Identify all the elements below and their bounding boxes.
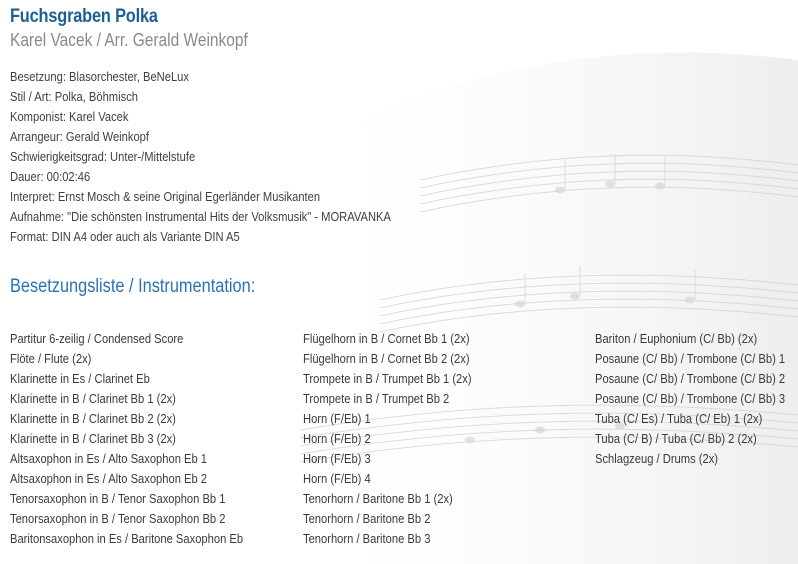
instrument-item: Klarinette in Es / Clarinet Eb bbox=[10, 371, 150, 386]
instrument-item: Posaune (C/ Bb) / Trombone (C/ Bb) 1 bbox=[595, 351, 786, 366]
instrument-item: Klarinette in B / Clarinet Bb 3 (2x) bbox=[10, 431, 176, 446]
detail-style: Stil / Art: Polka, Böhmisch bbox=[10, 89, 139, 104]
instrumentation-heading: Besetzungsliste / Instrumentation: bbox=[10, 276, 256, 297]
detail-format: Format: DIN A4 oder auch als Variante DIN A5 bbox=[10, 229, 240, 244]
instrument-item: Klarinette in B / Clarinet Bb 1 (2x) bbox=[10, 391, 176, 406]
instrument-item: Tuba (C/ B) / Tuba (C/ Bb) 2 (2x) bbox=[595, 431, 757, 446]
instrumentation-column-2 bbox=[303, 329, 499, 549]
instrument-item: Flügelhorn in B / Cornet Bb 2 (2x) bbox=[303, 351, 470, 366]
instrument-item: Posaune (C/ Bb) / Trombone (C/ Bb) 3 bbox=[595, 391, 786, 406]
instrument-item: Horn (F/Eb) 1 bbox=[303, 411, 371, 426]
details-list bbox=[10, 67, 453, 247]
instrument-item: Tenorhorn / Baritone Bb 2 bbox=[303, 511, 431, 526]
instrument-item: Posaune (C/ Bb) / Trombone (C/ Bb) 2 bbox=[595, 371, 786, 386]
instrument-item: Trompete in B / Trumpet Bb 2 bbox=[303, 391, 450, 406]
instrumentation-column-3 bbox=[595, 329, 798, 469]
detail-difficulty: Schwierigkeitsgrad: Unter-/Mittelstufe bbox=[10, 149, 196, 164]
detail-composer: Komponist: Karel Vacek bbox=[10, 109, 129, 124]
instrumentation-column-1 bbox=[10, 329, 281, 549]
detail-arranger: Arrangeur: Gerald Weinkopf bbox=[10, 129, 149, 144]
instrument-item: Tenorhorn / Baritone Bb 1 (2x) bbox=[303, 491, 453, 506]
instrument-item: Bariton / Euphonium (C/ Bb) (2x) bbox=[595, 331, 758, 346]
instrument-item: Schlagzeug / Drums (2x) bbox=[595, 451, 719, 466]
detail-duration: Dauer: 00:02:46 bbox=[10, 169, 91, 184]
instrument-item: Horn (F/Eb) 2 bbox=[303, 431, 371, 446]
instrument-item: Baritonsaxophon in Es / Baritone Saxophon Eb bbox=[10, 531, 244, 546]
instrument-item: Trompete in B / Trumpet Bb 1 (2x) bbox=[303, 371, 472, 386]
instrument-item: Tenorhorn / Baritone Bb 3 bbox=[303, 531, 431, 546]
instrument-item: Klarinette in B / Clarinet Bb 2 (2x) bbox=[10, 411, 176, 426]
instrument-item: Partitur 6-zeilig / Condensed Score bbox=[10, 331, 184, 346]
instrument-item: Flügelhorn in B / Cornet Bb 1 (2x) bbox=[303, 331, 470, 346]
detail-performer: Interpret: Ernst Mosch & seine Original Egerländer Musikanten bbox=[10, 189, 321, 204]
instrument-item: Altsaxophon in Es / Alto Saxophon Eb 2 bbox=[10, 471, 208, 486]
composer-arranger: Karel Vacek / Arr. Gerald Weinkopf bbox=[10, 30, 248, 50]
instrument-item: Horn (F/Eb) 4 bbox=[303, 471, 371, 486]
instrument-item: Altsaxophon in Es / Alto Saxophon Eb 1 bbox=[10, 451, 208, 466]
instrument-item: Tenorsaxophon in B / Tenor Saxophon Bb 1 bbox=[10, 491, 226, 506]
instrument-item: Flöte / Flute (2x) bbox=[10, 351, 92, 366]
instrument-item: Horn (F/Eb) 3 bbox=[303, 451, 371, 466]
page-title: Fuchsgraben Polka bbox=[10, 6, 158, 27]
instrument-item: Tuba (C/ Es) / Tuba (C/ Eb) 1 (2x) bbox=[595, 411, 763, 426]
detail-ensemble: Besetzung: Blasorchester, BeNeLux bbox=[10, 69, 189, 84]
instrument-item: Tenorsaxophon in B / Tenor Saxophon Bb 2 bbox=[10, 511, 226, 526]
detail-recording: Aufnahme: "Die schönsten Instrumental Hits der Volksmusik" - MORAVANKA bbox=[10, 209, 391, 224]
